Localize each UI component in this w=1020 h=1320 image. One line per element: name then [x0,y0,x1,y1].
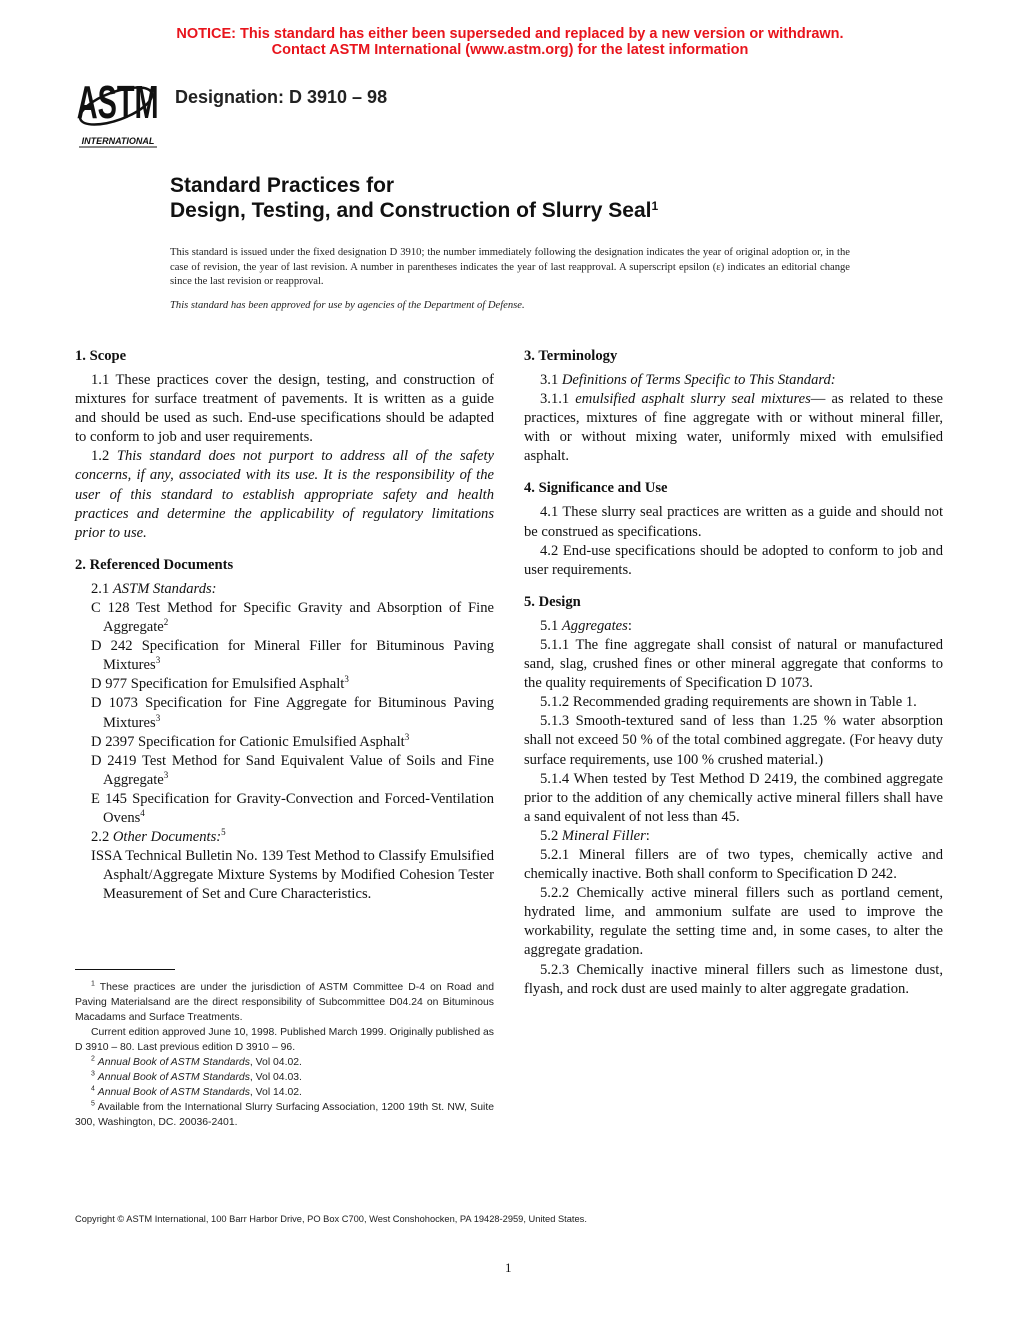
text-run: C 128 Test Method for Specific Gravity and Absorption of Fine Aggregate [91,599,494,636]
footnote-reference: 3 [404,731,410,742]
footnote-reference: 3 [163,769,169,780]
text-run: — as related to these practices, mixtures of fine aggregate with or without mineral filler, with or without mixing water, uniformly mixed with emulsified asphalt. [524,391,943,465]
paragraph [524,961,943,999]
astm-logo [76,72,160,148]
text-run: 2. Referenced Documents [75,556,234,573]
paragraph [75,580,494,599]
section-heading [524,593,943,612]
section-heading [524,479,943,498]
footnote [75,1100,494,1130]
text-run: 5.1.3 Smooth-textured sand of less than 1.25 % water absorption shall not exceed 50 % of the total combined aggregate. (For heavy duty surface requirements, use 100 % crushed material.) [524,713,943,768]
referenced-document [75,847,494,904]
footnote-reference: 2 [163,617,169,628]
italic-text: Annual Book of ASTM Standards [97,1087,250,1098]
text-run: These practices are under the jurisdiction of ASTM Committee D-4 on Road and Paving Materialsand are the direct responsibility of Subcommittee D04.24 on Bituminous Macadams and Surface Treatments. [75,982,494,1023]
paragraph [524,617,943,636]
italic-text: Annual Book of ASTM Standards [97,1072,250,1083]
italic-text: Other Documents: [112,829,222,846]
notice-line-2: Contact ASTM International (www.astm.org) for the latest information [271,42,749,58]
text-run: D 242 Specification for Mineral Filler for Bituminous Paving Mixtures [91,638,494,674]
paragraph [524,846,943,884]
dod-approval-note: This standard has been approved for use by agencies of the Department of Defense. [170,300,525,311]
referenced-document [75,694,494,732]
right-column [524,347,943,999]
text-run: Current edition approved June 10, 1998. Published March 1999. Originally published as D 3910 – 80. Last previous edition D 3910 – 96. [75,1027,494,1053]
svg-text:INTERNATIONAL: INTERNATIONAL [81,136,155,146]
text-run: : [645,827,650,844]
text-run: 1.2 [91,448,117,465]
italic-text: Definitions of Terms Specific to This Standard: [561,372,836,388]
footnote [75,1025,494,1055]
text-run: 3. Terminology [524,348,618,364]
text-run: , Vol 04.03. [249,1072,302,1083]
referenced-document [75,637,494,675]
paragraph [524,884,943,960]
paragraph [524,636,943,693]
footnote-reference: 4 [140,808,145,819]
paragraph [524,503,943,541]
text-run: D 2397 Specification for Cationic Emulsified Asphalt [91,733,405,750]
text-run: 5.2.3 Chemically inactive mineral fillers such as limestone dust, flyash, and rock dust are used mainly to alter aggregate gradation. [524,961,943,997]
footnote-divider [75,969,175,970]
footnote-reference: 3 [155,712,161,723]
referenced-document [75,752,494,790]
text-run: D 1073 Specification for Fine Aggregate for Bituminous Paving Mixtures [91,695,494,731]
text-run: 4.1 These slurry seal practices are written as a guide and should not be construed as specifications. [524,504,943,540]
text-run: 5.1.4 When tested by Test Method D 2419, the combined aggregate prior to the addition of any chemically active mineral fillers shall have a sand equivalent of not less than 45. [524,770,943,825]
section-heading [524,347,943,366]
paragraph [75,447,494,542]
text-run: 1. Scope [75,348,127,364]
text-run: ISSA Technical Bulletin No. 139 Test Method to Classify Emulsified Asphalt/Aggregate Mixture Systems by Modified Cohesion Tester Measurement of Set and Cure Characteristics. [91,848,494,903]
text-run: 3.1.1 [540,391,576,408]
text-run: 5.2.1 Mineral fillers are of two types, chemically active and chemically inactive. Both shall conform to Specification D 242. [524,846,943,883]
italic-text: emulsified asphalt slurry seal mixtures [575,391,811,408]
text-run: D 977 Specification for Emulsified Asphalt [91,676,345,693]
paragraph [75,371,494,447]
section-heading [75,347,494,366]
withdrawn-notice [0,26,1020,58]
footnote [75,1055,494,1070]
title-line-1: Standard Practices for [170,174,395,197]
text-run: 3.1 [540,372,562,388]
text-run: 4. Significance and Use [524,480,668,497]
copyright: Copyright © ASTM International, 100 Barr Harbor Drive, PO Box C700, West Conshohocken, PA 19428-2959, United States. [75,1214,587,1224]
text-run: 5.1.1 The fine aggregate shall consist of natural or manufactured sand, slag, crushed fines or other mineral aggregate that conforms to the quality requirements of Specification D 1073. [524,636,943,692]
footnote [75,1070,494,1085]
section-heading [75,556,494,575]
italic-text: Annual Book of ASTM Standards [97,1057,250,1068]
footnote [75,1085,494,1100]
text-run: Available from the International Slurry Surfacing Association, 1200 19th St. NW, Suite 300, Washington, DC. 20036-2401. [75,1102,494,1128]
paragraph [524,371,943,390]
text-run: , Vol 14.02. [249,1087,302,1098]
text-run: , Vol 04.02. [249,1057,302,1068]
text-run: 1.1 These practices cover the design, testing, and construction of mixtures for surface treatment of pavements. It is written as a guide and should be used as such. End-use specifications should be adapted to conform to job and user requirements. [75,372,494,446]
italic-text: Mineral Filler [561,827,646,844]
text-run: E 145 Specification for Gravity-Convection and Forced-Ventilation Ovens [91,790,494,826]
footnote-reference: 4 [91,1085,95,1093]
italic-text: Aggregates [561,617,628,634]
paragraph [524,542,943,580]
text-run: 5.2.2 Chemically active mineral fillers such as portland cement, hydrated lime, and ammonium sulfate are used to improve the workability, regulate the setting time and, in some cases, to alter the aggregate gradation. [524,885,943,959]
issuance-note: This standard is issued under the fixed designation D 3910; the number immediately following the designation indicates the year of original adoption or, in the case of revision, the year of last revision. A number in parentheses indicates the year of last reapproval. A superscript epsilon (ε) indicates an editorial change since the last revision or reapproval. [170,247,850,288]
svg-text:ASTM: ASTM [76,77,159,129]
text-run: 2.2 [91,829,113,846]
document-title [170,173,658,223]
notice-line-1: NOTICE: This standard has either been superseded and replaced by a new version or withdrawn. [176,26,844,42]
designation: Designation: D 3910 – 98 [175,87,388,107]
referenced-document [75,733,494,752]
footnote-reference: 5 [91,1100,95,1108]
footnote [75,980,494,1025]
footnote-reference: 5 [221,827,226,838]
text-run: 2.1 [91,580,113,597]
paragraph [524,390,943,466]
text-run: 5. Design [524,593,581,610]
paragraph [524,770,943,827]
page-number: 1 [505,1260,512,1275]
left-column [75,347,494,904]
paragraph [524,827,943,846]
paragraph [524,712,943,769]
footnotes [75,980,494,1130]
text-run: : [627,617,632,634]
footnote-reference: 3 [91,1070,95,1078]
text-run: 5.1.2 Recommended grading requirements are shown in Table 1. [540,694,917,711]
text-run: D 2419 Test Method for Sand Equivalent Value of Soils and Fine Aggregate [91,752,494,788]
title-footnote-mark: 1 [651,199,659,213]
text-run: 5.2 [540,827,562,844]
footnote-reference: 3 [155,655,161,666]
title-line-2: Design, Testing, and Construction of Slurry Seal [170,199,652,222]
footnote-reference: 1 [91,980,95,988]
referenced-document [75,675,494,694]
text-run: 5.1 [540,617,562,634]
italic-text: ASTM Standards: [112,580,217,597]
footnote-reference: 2 [91,1055,95,1063]
referenced-document [75,599,494,637]
paragraph [75,828,494,847]
paragraph [524,693,943,712]
italic-text: This standard does not purport to address all of the safety concerns, if any, associated with its use. It is the responsibility of the user of this standard to establish appropriate safety and health practices and determine the applicability of regulatory limitations prior to use. [75,448,494,541]
referenced-document [75,790,494,828]
text-run: 4.2 End-use specifications should be adopted to conform to job and user requirements. [524,542,943,578]
footnote-reference: 3 [344,674,349,685]
